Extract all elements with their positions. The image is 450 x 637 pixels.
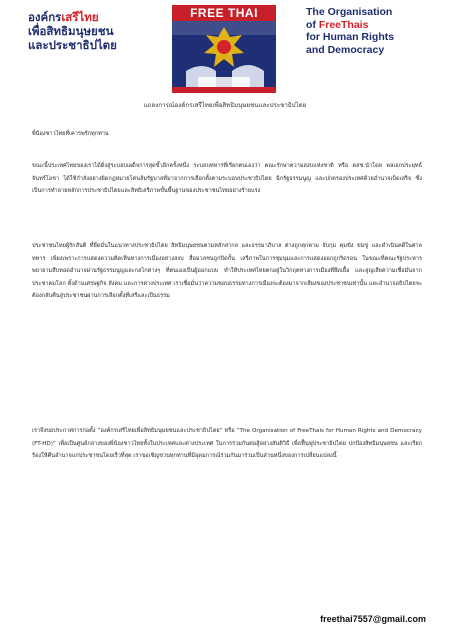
english-org-name-line-1: The Organisation — [306, 6, 393, 18]
paragraph-1: ขณะนี้ประเทศไทยของเราได้ดิ่งสู่ระบอบเผด็จการสุดขั้วอีกครั้งหนึ่ง ระบอบทหารที่เรียกตนเองว่า คณะรักษาความสงบแห่งชาติ หรือ คสช.นำโดย พลเอกประยุทธ์ จันทร์โอชา ได้ใช้กำลังอย่างผิดกฎหมายโค่นล้มรัฐบาลที่มาจากการเลือกตั้งตามระบอบประชาธิปไตย ฉีกรัฐธรรมนูญ และปกครองประเทศด้วยอำนาจเบ็ดเสร็จ ซึ่งเป็นการทำลายหลักการประชาธิปไตยและสิทธิเสรีภาพขั้นพื้นฐานของประชาชนไทยอย่างร้ายแรง — [32, 163, 422, 195]
document-title: แถลงการณ์องค์กรเสรีไทยเพื่อสิทธิมนุษยชนและประชาธิปไตย — [143, 102, 307, 109]
paragraph-2: ประชาชนไทยผู้รักสันติ ที่ยึดมั่นในแนวทางประชาธิปไตย สิทธิมนุษยชนตามหลักสากล และธรรมาภิบาล ต่างถูกคุกคาม จับกุม คุมขัง ข่มขู่ และดำเนินคดีในศาลทหาร เพียงเพราะการแสดงความคิดเห็นทางการเมืองอย่างสงบ สื่อมวลชนถูกปิดกั้น เสรีภาพในการชุมนุมและการแสดงออกถูกริดรอน ในขณะที่คณะรัฐประหารพยายามสืบทอดอำนาจผ่านรัฐธรรมนูญและกลไกต่างๆ ที่ตนเองเป็นผู้ออกแบบ ทำให้ประเทศไทยตกอยู่ในวิกฤตทางการเมืองที่ยืดเยื้อ และสูญเสียความเชื่อมั่นจากประชาคมโลก ทั้งด้านเศรษฐกิจ สังคม และการต่างประเทศ เราเชื่อมั่นว่าความชอบธรรมทางการเมืองจะต้องมาจากเสียงของประชาชนเท่านั้น และอำนาจอธิปไตยจะต้องกลับคืนสู่ประชาชนผ่านการเลือกตั้งที่เสรีและเป็นธรรม — [32, 243, 422, 300]
english-org-name — [306, 6, 446, 56]
thai-org-name-part: องค์กร — [28, 10, 62, 24]
thai-org-name — [28, 10, 146, 52]
salutation: พี่น้องชาวไทยที่เคารพรักทุกท่าน — [32, 131, 109, 137]
english-org-name-line-2 — [306, 19, 446, 32]
paragraph-3: เราจึงขอประกาศการก่อตั้ง “องค์กรเสรีไทยเพื่อสิทธิมนุษยชนและประชาธิปไตย” หรือ “The Organisation of FreeThais for Human Rights and Democracy (FT-HD)” เพื่อเป็นศูนย์กลางของพี่น้องชาวไทยทั้งในประเทศและต่างประเทศ ในการร่วมกันต่อสู้อย่างสันติวิธี เพื่อฟื้นฟูประชาธิปไตย ปกป้องสิทธิมนุษยชน และเรียกร้องให้คืนอำนาจแก่ประชาชนโดยเร็วที่สุด เราขอเชิญชวนทุกท่านที่มีอุดมการณ์ร่วมกันมาร่วมเป็นส่วนหนึ่งของการเปลี่ยนแปลงนี้ — [32, 428, 422, 460]
logo-emblem-icon — [172, 21, 276, 93]
thai-org-name-line-1 — [28, 10, 146, 24]
thai-org-name-line-2: เพื่อสิทธิมนุษยชน — [28, 24, 114, 38]
english-org-name-line-4: and Democracy — [306, 43, 385, 56]
english-org-name-accent: FreeThais — [318, 18, 369, 31]
english-org-name-part: of — [306, 18, 319, 31]
contact-email: freethai7557@gmail.com — [320, 614, 426, 624]
english-org-name-line-3: for Human Rights — [306, 31, 395, 43]
logo-text: FREE THAI — [190, 6, 258, 20]
thai-org-name-line-3: และประชาธิปไตย — [28, 38, 117, 52]
free-thai-logo — [172, 5, 276, 93]
thai-org-name-accent: เสรีไทย — [61, 10, 99, 24]
letterhead — [0, 0, 450, 96]
